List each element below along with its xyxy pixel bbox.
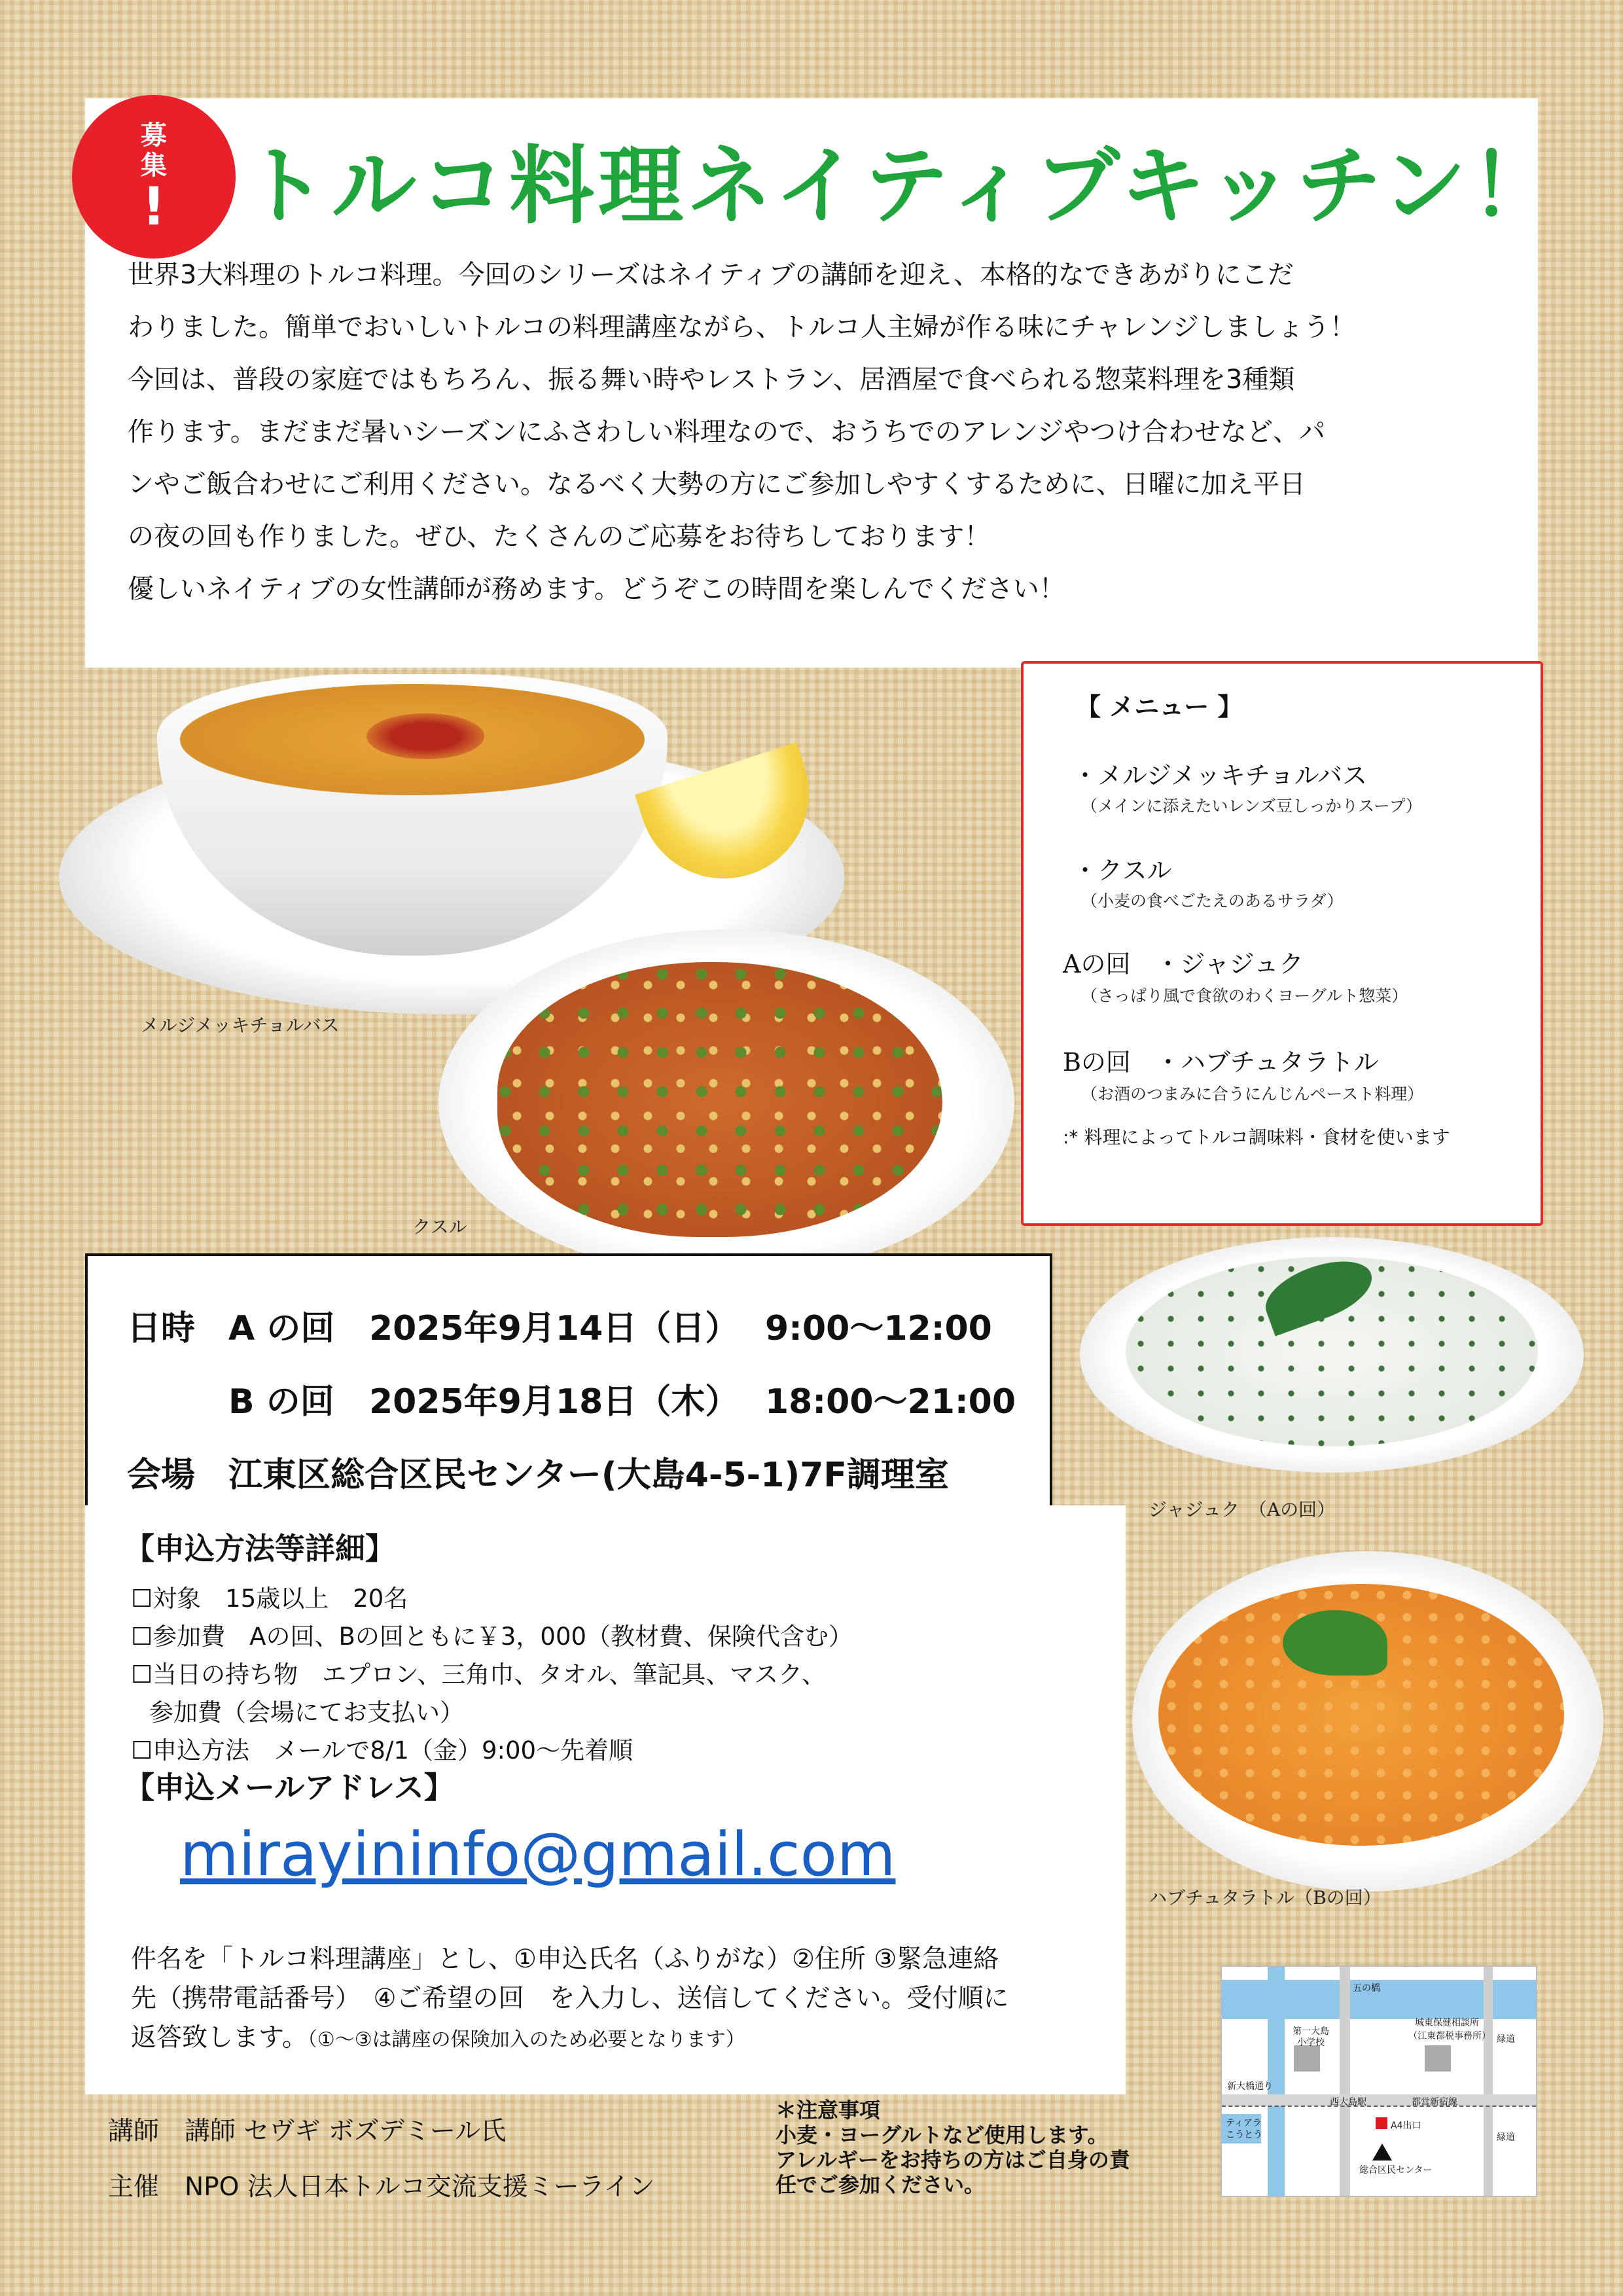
map-label: 西大島駅 (1330, 2097, 1366, 2108)
menu-item-desc: （メインに添えたいレンズ豆しっかりスープ） (1081, 797, 1422, 816)
map-label: 五の橋 (1353, 1983, 1380, 1994)
email-link[interactable]: mirayininfo@gmail.com (180, 1820, 896, 1890)
notice-line: 任でご参加ください。 (776, 2172, 986, 2197)
intro-line: 世界3大料理のトルコ料理。今回のシリーズはネイティブの講師を迎え、本格的なできあがりにこだ (128, 260, 1294, 290)
menu-item: ・メルジメッキチョルバス (1073, 761, 1368, 790)
health-building (1425, 2045, 1451, 2072)
apply-target: ☐対象 15歳以上 20名 (131, 1585, 408, 1613)
schedule-a-label: A の回 (228, 1309, 335, 1348)
subway-line-shape (1222, 2106, 1536, 2111)
apply-note-small: （①〜③は講座の保険加入のため必要となります） (307, 2028, 745, 2051)
menu-item: ・クスル (1073, 856, 1172, 885)
menu-item-desc: （小麦の食べごたえのあるサラダ） (1081, 891, 1344, 910)
apply-bring: ☐当日の持ち物 エプロン、三角巾、タオル、筆記具、マスク、 (131, 1660, 826, 1689)
road-shape (1484, 1967, 1493, 2196)
schedule-b-date: 2025年9月18日（木） (369, 1382, 740, 1422)
caption-soup: メルジメッキチョルバス (141, 1014, 340, 1036)
map-label: 都営新宿線 (1412, 2097, 1457, 2108)
menu-item-desc: （お酒のつまみに合うにんじんペースト料理） (1081, 1085, 1424, 1103)
intro-line: 作ります。まだまだ暑いシーズンにふさわしい料理なので、おうちでのアレンジやつけ合わせなど、パ (128, 417, 1325, 447)
schedule-date-label: 日時 (127, 1309, 196, 1348)
map-label: 緑道 (1497, 2034, 1515, 2045)
menu-item-desc: （さっぱり風で食欲のわくヨーグルト惣菜） (1081, 986, 1408, 1005)
menu-title: 【 メニュー 】 (1076, 692, 1243, 721)
page-title: トルコ料理ネイティブキッチン！ (242, 136, 1560, 236)
recruit-badge (72, 95, 236, 259)
map-label: こうとう (1226, 2130, 1262, 2140)
badge-char-1: 募 (141, 120, 167, 151)
intro-line: わりました。簡単でおいしいトルコの料理講座ながら、トルコ人主婦が作る味にチャレンジしましょう！ (128, 312, 1356, 342)
mail-heading: 【申込メールアドレス】 (124, 1770, 454, 1805)
caption-kisir: クスル (412, 1216, 467, 1238)
kisir-salad-image (497, 962, 942, 1237)
road-shape (1340, 1967, 1350, 2196)
map-label: A4出口 (1391, 2121, 1421, 2131)
apply-heading: 【申込方法等詳細】 (124, 1531, 395, 1566)
notice-line: アレルギーをお持ちの方はご自身の責 (776, 2147, 1130, 2172)
school-building (1294, 2045, 1320, 2072)
apply-note-line: 先（携帯電話番号） ④ご希望の回 を入力し、送信してください。受付順に (131, 1984, 1009, 2013)
map-label: ティアラ (1226, 2118, 1262, 2128)
street-shape (1222, 2094, 1536, 2106)
organizer-line: 主催 NPO 法人日本トルコ交流支援ミーライン (108, 2172, 655, 2202)
map-label: 城東保健相談所 (1415, 2018, 1479, 2028)
intro-line: 今回は、普段の家庭ではもちろん、振る舞い時やレストラン、居酒屋で食べられる惣菜料理を3種類 (128, 365, 1295, 395)
instructor-line: 講師 講師 セヴギ ボズデミール氏 (108, 2117, 507, 2146)
badge-char-3: ! (141, 176, 166, 237)
caption-havuc: ハブチュタラトル（Bの回） (1149, 1887, 1382, 1909)
map-label: 小学校 (1297, 2037, 1325, 2048)
apply-method: ☐申込方法 メールで8/1（金）9:00〜先着順 (131, 1736, 633, 1765)
badge-char-2: 集 (141, 151, 167, 181)
intro-line: 優しいネイティブの女性講師が務めます。どうぞこの時間を楽しんでください！ (128, 574, 1065, 604)
menu-note: :* 料理によってトルコ調味料・食材を使います (1063, 1126, 1450, 1148)
menu-item: Bの回 ・ハブチュタラトル (1063, 1048, 1379, 1077)
schedule-a-date: 2025年9月14日（日） (369, 1309, 740, 1348)
chili-flakes-image (366, 713, 484, 759)
apply-note-text: 返答致します。 (131, 2023, 308, 2053)
schedule-box (85, 1253, 1052, 1511)
center-marker-icon (1372, 2144, 1392, 2161)
venue-value: 江東区総合区民センター(大島4-5-1)7F調理室 (228, 1456, 949, 1495)
access-map (1221, 1965, 1537, 2197)
map-label: 総合区民センター (1359, 2165, 1433, 2176)
map-label: 緑道 (1497, 2132, 1515, 2143)
schedule-a-time: 9:00〜12:00 (765, 1309, 992, 1348)
venue-label: 会場 (127, 1456, 196, 1495)
notice-heading: ＊注意事項 (776, 2098, 881, 2123)
map-label: 第一大島 (1293, 2026, 1329, 2037)
notice-line: 小麦・ヨーグルトなど使用します。 (776, 2123, 1109, 2147)
intro-line: の夜の回も作りました。ぜひ、たくさんのご応募をお待ちしております！ (128, 522, 991, 552)
schedule-b-label: B の回 (228, 1382, 334, 1422)
menu-item: Aの回 ・ジャジュク (1063, 950, 1304, 978)
menu-box (1021, 661, 1543, 1226)
parsley-leaf-image (1283, 1610, 1387, 1676)
map-label: （江東都税事務所） (1408, 2031, 1491, 2041)
caption-cacik: ジャジュク （Aの回） (1149, 1499, 1336, 1520)
intro-text (128, 249, 1515, 615)
apply-bring-cont: 参加費（会場にてお支払い） (149, 1698, 464, 1727)
exit-marker-icon (1376, 2117, 1387, 2129)
apply-note-line (131, 2017, 745, 2054)
map-label: 新大橋通り (1227, 2081, 1273, 2092)
schedule-b-time: 18:00〜21:00 (765, 1382, 1016, 1422)
apply-note-line: 件名を「トルコ料理講座」とし、①申込氏名（ふりがな）②住所 ③緊急連絡 (131, 1945, 999, 1974)
apply-fee: ☐参加費 Aの回、Bの回ともに￥3，000（教材費、保険代含む） (131, 1623, 853, 1651)
intro-line: ンやご飯合わせにご利用ください。なるべく大勢の方にご参加しやすくするために、日曜に加え平日 (128, 469, 1306, 499)
